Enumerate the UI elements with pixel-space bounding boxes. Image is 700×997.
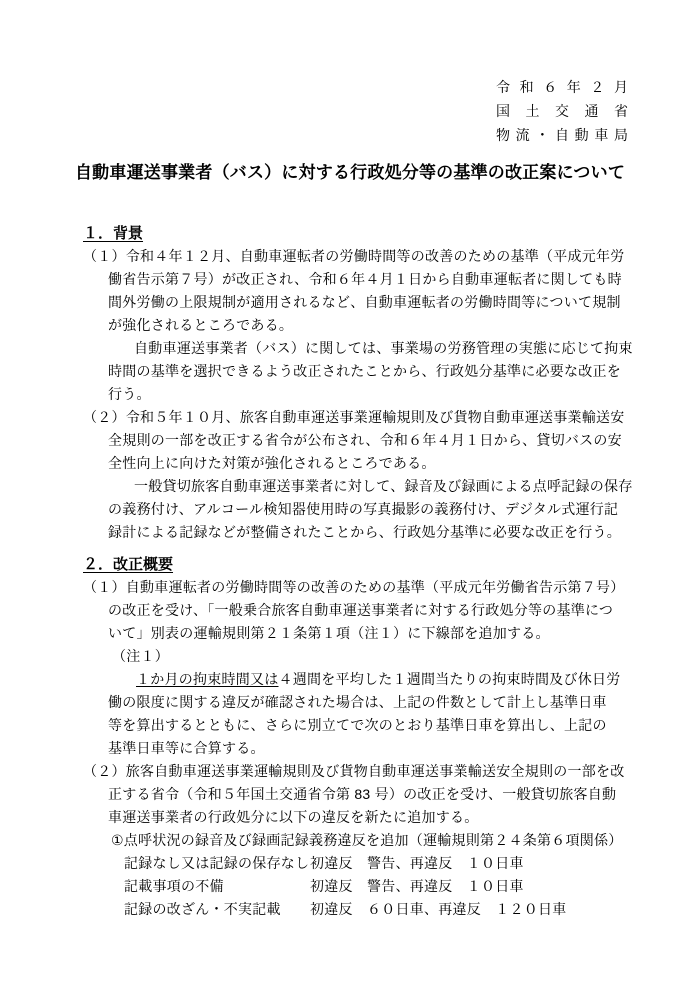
violation-label: 記録なし又は記録の保存なし [124, 855, 310, 871]
body-line: 全性向上に向けた対策が強化されるところである。 [108, 455, 436, 471]
document-body [83, 222, 648, 921]
section-2-heading: ２．改正概要 [83, 556, 174, 573]
note-rest-text: ４週間を平均した１週間当たりの拘束時間及び休日労 [278, 671, 621, 687]
body-line-item: ①点呼状況の録音及び録画記録義務違反を追加（運輸規則第２４条第６項関係） [111, 832, 623, 848]
violation-penalty: 初違反 警告、再違反 １０日車 [310, 855, 524, 871]
body-line: 間外労働の上限規制が適用されるなど、自動車運転者の労働時間等について規制 [108, 294, 621, 310]
violation-table [83, 852, 648, 921]
body-line: 働省告示第７号）が改正され、令和６年４月１日から自動車運転者に関しても時 [108, 271, 622, 287]
header-block [496, 75, 628, 147]
body-line: 基準日車等に合算する。 [108, 740, 265, 756]
body-line: の改正を受け、「一般乗合旅客自動車運送事業者に対する行政処分等の基準につ [108, 602, 614, 618]
body-line: （１）令和４年１２月、自動車運転者の労働時間等の改善のための基準（平成元年労 [83, 248, 625, 264]
violation-label: 記載事項の不備 [124, 878, 224, 894]
body-line: いて」別表の運輸規則第２１条第１項（注１）に下線部を追加する。 [108, 625, 550, 641]
body-line: 自動車運送事業者（バス）に関しては、事業場の労務管理の実態に応じて拘束 [134, 340, 633, 356]
section-1-heading: １．背景 [83, 225, 144, 242]
violation-row [83, 875, 648, 898]
violation-penalty: 初違反 警告、再違反 １０日車 [310, 878, 524, 894]
violation-row [83, 852, 648, 875]
violation-row [83, 898, 648, 921]
body-line: が強化されるところである。 [108, 317, 294, 333]
body-line: の義務付け、アルコール検知器使用時の写真撮影の義務付け、デジタル式運行記 [108, 501, 619, 517]
body-line: 働の限度に関する違反が確認された場合は、上記の件数として計上し基準日車 [108, 694, 607, 710]
body-line-note-label: （注１） [112, 648, 169, 664]
note-underlined-text: １か月の拘束時間又は [136, 671, 279, 687]
body-line: 時間の基準を選択できるよう改正されたことから、行政処分基準に必要な改正を [108, 363, 621, 379]
body-line-note [83, 668, 648, 691]
violation-penalty: 初違反 ６０日車、再違反 １２０日車 [310, 901, 567, 917]
violation-label: 記録の改ざん・不実記載 [124, 901, 281, 917]
body-line: 全規則の一部を改正する省令が公布され、令和６年４月１日から、貸切バスの安 [108, 432, 622, 448]
header-org: 国土交通省 [496, 103, 628, 119]
body-line: （１）自動車運転者の労働時間等の改善のための基準（平成元年労働省告示第７号） [83, 579, 625, 595]
header-date: 令和６年２月 [496, 79, 628, 95]
header-bureau: 物流・自動車局 [496, 127, 628, 143]
document-title: 自動車運送事業者（バス）に対する行政処分等の基準の改正案について [74, 163, 626, 182]
body-line: （２）令和５年１０月、旅客自動車運送事業運輸規則及び貨物自動車運送事業輸送安 [83, 409, 625, 425]
body-line: 正する省令（令和５年国土交通省令第 83 号）の改正を受け、一般貸切旅客自動 [108, 786, 617, 802]
body-line: 行う。 [108, 386, 151, 402]
body-line: 一般貸切旅客自動車運送事業者に対して、録音及び録画による点呼記録の保存 [134, 478, 633, 494]
section-spacer [83, 544, 648, 553]
body-line: （２）旅客自動車運送事業運輸規則及び貨物自動車運送事業輸送安全規則の一部を改 [83, 763, 625, 779]
body-line: 車運送事業者の行政処分に以下の違反を新たに追加する。 [108, 809, 479, 825]
body-line: 等を算出するとともに、さらに別立てで次のとおり基準日車を算出し、上記の [108, 717, 607, 733]
body-line: 録計による記録などが整備されたことから、行政処分基準に必要な改正を行う。 [108, 524, 621, 540]
